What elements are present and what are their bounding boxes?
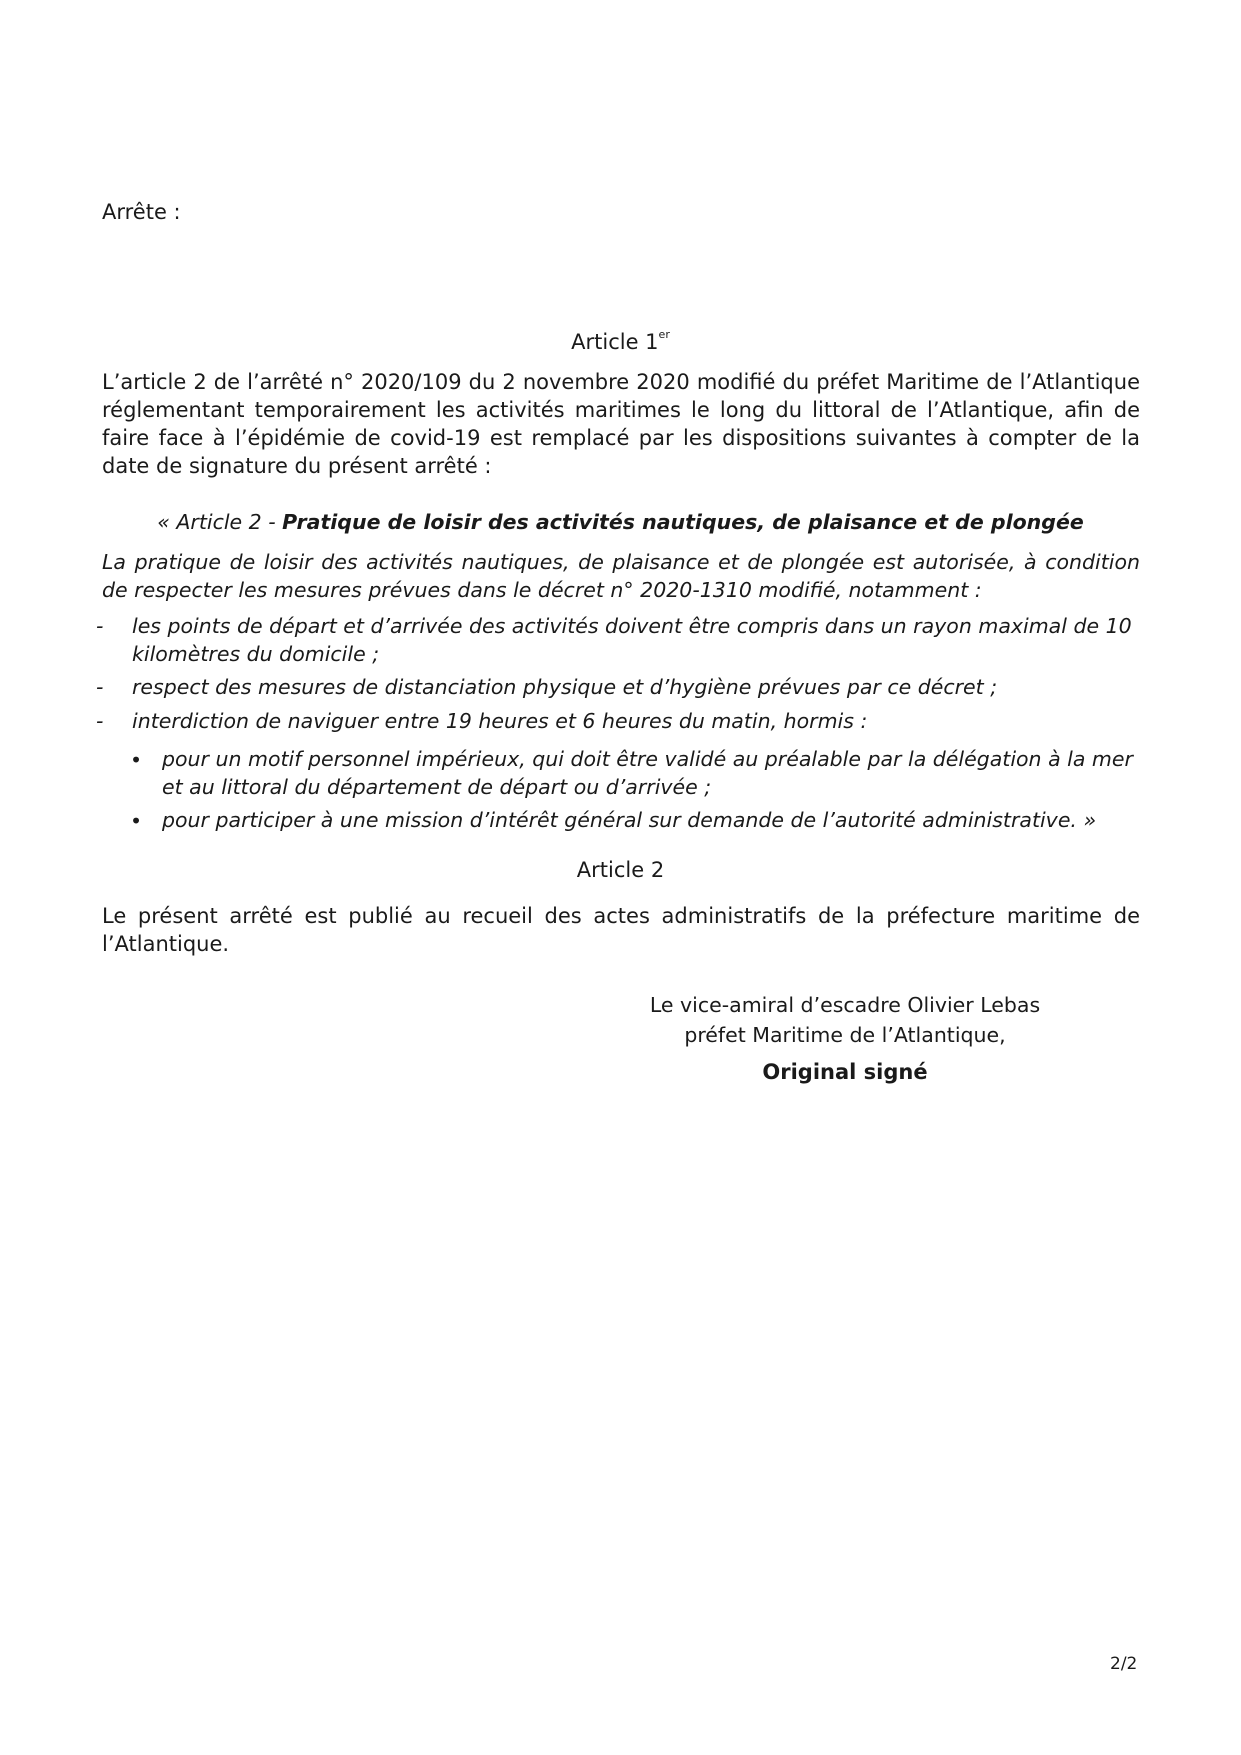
article-1-heading-sup: er (658, 328, 670, 341)
decree-lead: Arrête : (102, 200, 181, 224)
signature-block (620, 990, 1070, 1050)
bullet-list-item-text: pour un motif personnel impérieux, qui doit être validé au préalable par la délégation à la mer et au littoral du département de départ ou d’arrivée ; (162, 747, 1133, 799)
dash-list-item-text: les points de départ et d’arrivée des activités doivent être compris dans un rayon maximal de 10 kilomètres du domicile ; (132, 614, 1132, 666)
article-2-body: Le présent arrêté est publié au recueil des actes administratifs de la préfecture maritime de l’Atlantique. (102, 904, 1140, 956)
dash-marker: - (96, 709, 104, 733)
quoted-article-prefix: « Article 2 - (157, 510, 283, 534)
quoted-article-title-text: Pratique de loisir des activités nautiques, de plaisance et de plongée (282, 510, 1084, 534)
quoted-article-intro: La pratique de loisir des activités nautiques, de plaisance et de plongée est autorisée, à condition de respecter les mesures prévues dans le décret n° 2020-1310 modifié, notamment : (102, 550, 1140, 602)
quoted-article-title (0, 510, 1241, 534)
article-2-heading: Article 2 (576, 858, 665, 882)
dash-list-item-text: respect des mesures de distanciation physique et d’hygiène prévues par ce décret ; (132, 675, 998, 699)
original-signed-label: Original signé (762, 1060, 928, 1084)
bullet-icon: • (130, 748, 143, 772)
bullet-list-item-text: pour participer à une mission d’intérêt général sur demande de l’autorité administrative. » (162, 808, 1097, 832)
dash-marker: - (96, 614, 104, 638)
dash-list-item-text: interdiction de naviguer entre 19 heures et 6 heures du matin, hormis : (132, 709, 868, 733)
signatory-title: préfet Maritime de l’Atlantique, (684, 1023, 1006, 1047)
bullet-icon: • (130, 809, 143, 833)
article-1-body: L’article 2 de l’arrêté n° 2020/109 du 2 novembre 2020 modifié du préfet Maritime de l’Atlantique réglementant temporairement les activités maritimes le long du littoral de l’Atlantique, afin de faire face à l’épidémie de covid-19 est remplacé par les dispositions suivantes à compter de la date de signature du présent arrêté : (102, 370, 1140, 478)
dash-marker: - (96, 675, 104, 699)
page-number: 2/2 (1110, 1654, 1138, 1674)
signatory-name: Le vice-amiral d’escadre Olivier Lebas (649, 993, 1041, 1017)
article-1-heading-text: Article 1 (571, 330, 659, 354)
article-1-heading (0, 330, 1241, 354)
